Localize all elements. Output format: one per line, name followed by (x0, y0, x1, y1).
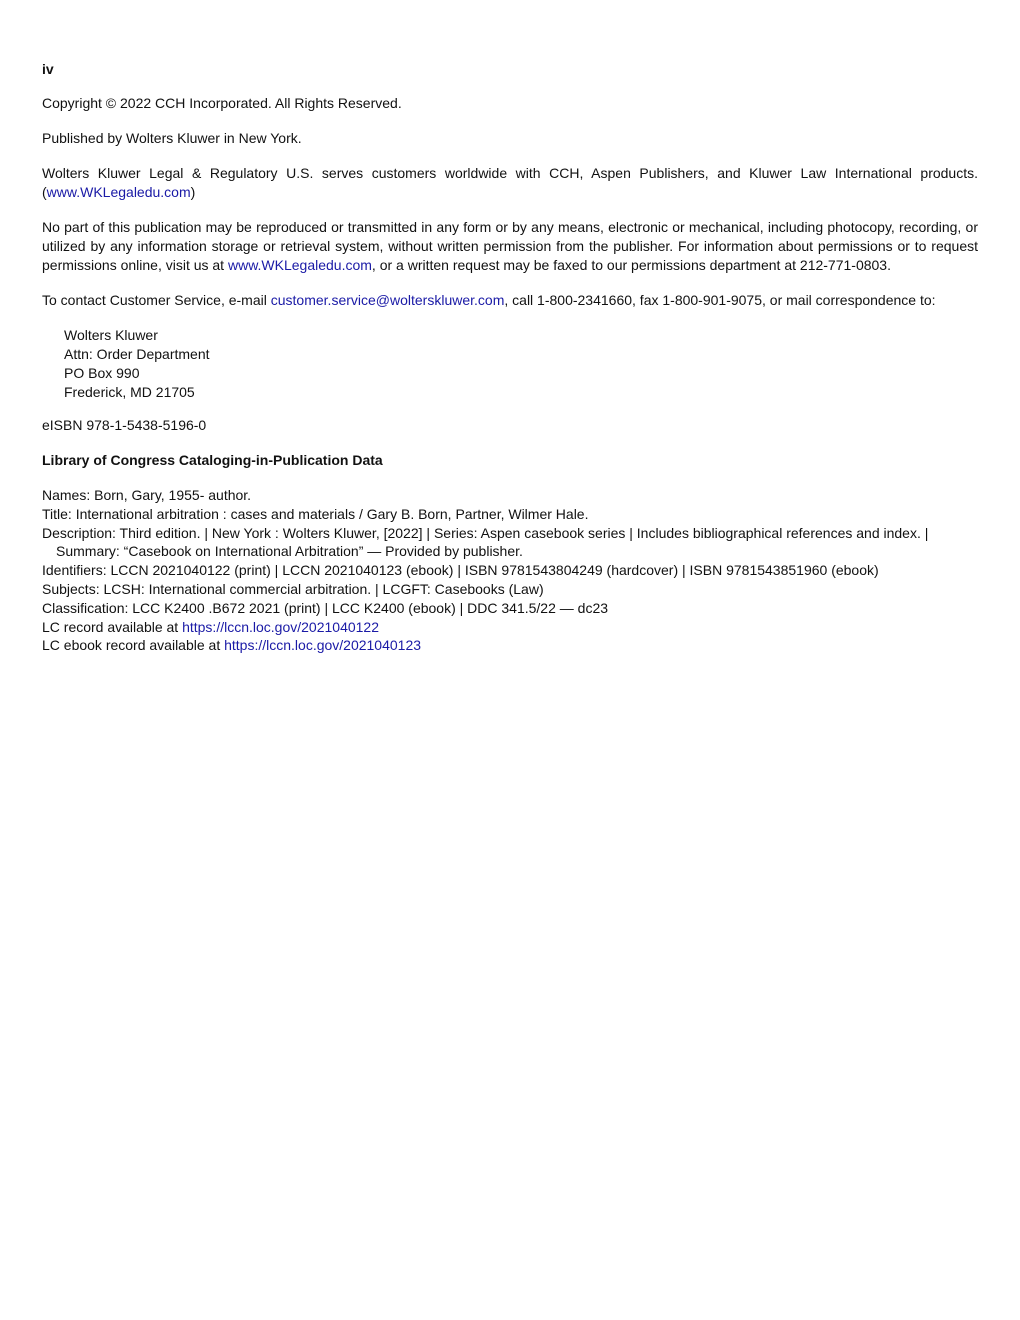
serves-paragraph (42, 164, 978, 202)
contact-text-before: To contact Customer Service, e-mail (42, 292, 271, 308)
copyright-page (42, 60, 978, 655)
cip-lc-ebook-record (42, 636, 978, 655)
contact-paragraph (42, 291, 978, 310)
cip-subjects: Subjects: LCSH: International commercial arbitration. | LCGFT: Casebooks (Law) (42, 580, 544, 597)
eisbn: eISBN 978-1-5438-5196-0 (42, 417, 207, 433)
mailing-address (64, 326, 978, 402)
cip-classification: Classification: LCC K2400 .B672 2021 (print) | LCC K2400 (ebook) | DDC 341.5/22 — dc23 (42, 599, 609, 616)
customer-service-email-link[interactable]: customer.service@wolterskluwer.com (270, 292, 505, 308)
cip-lc-record (42, 618, 978, 637)
rights-text-after: , or a written request may be faxed to our permissions department at 212-771-0803. (371, 257, 891, 273)
contact-text-after: , call 1-800-2341660, fax 1-800-901-9075, or mail correspondence to: (504, 292, 936, 308)
address-line-attn: Attn: Order Department (64, 346, 210, 362)
lc-ebook-record-link[interactable]: https://lccn.loc.gov/2021040123 (224, 637, 422, 654)
cip-data-block (42, 486, 978, 655)
address-line-company: Wolters Kluwer (64, 327, 158, 343)
publisher-statement: Published by Wolters Kluwer in New York. (42, 130, 302, 146)
rights-text-before: No part of this publication may be reproduced or transmitted in any form or by any means, electronic or mechanical, including photocopy, recording, or utilized by any information storage or retrieval system, without written permission from the publisher. For information about permissions or to request permissions online, visit us at (42, 219, 978, 273)
copyright-notice: Copyright © 2022 CCH Incorporated. All Rights Reserved. (42, 95, 402, 111)
rights-paragraph (42, 218, 978, 275)
wklegaledu-link[interactable]: www.WKLegaledu.com (46, 184, 191, 200)
page-number: iv (42, 61, 54, 77)
address-line-city: Frederick, MD 21705 (64, 384, 195, 400)
cip-title: Title: International arbitration : cases and materials / Gary B. Born, Partner, Wilmer Hale. (42, 505, 589, 522)
cip-description: Description: Third edition. | New York : Wolters Kluwer, [2022] | Series: Aspen casebook series | Includes bibliographical references and index. | Summary: “Casebook on International Arbitration” — Provided by publisher. (42, 524, 929, 560)
address-line-pobox: PO Box 990 (64, 365, 140, 381)
lc-record-label: LC record available at (42, 618, 183, 635)
cip-names: Names: Born, Gary, 1955- author. (42, 487, 252, 503)
serves-close-paren: ) (190, 184, 196, 200)
cip-heading: Library of Congress Cataloging-in-Publication Data (42, 452, 383, 468)
lc-ebook-label: LC ebook record available at (42, 637, 225, 654)
permissions-link[interactable]: www.WKLegaledu.com (227, 257, 372, 273)
serves-text: Wolters Kluwer Legal & Regulatory U.S. serves customers worldwide with CCH, Aspen Publishers, and Kluwer Law International products. ( (42, 165, 978, 200)
cip-identifiers: Identifiers: LCCN 2021040122 (print) | LCCN 2021040123 (ebook) | ISBN 9781543804249 (hardcover) | ISBN 9781543851960 (ebook) (42, 562, 879, 579)
lc-record-link[interactable]: https://lccn.loc.gov/2021040122 (182, 618, 379, 635)
